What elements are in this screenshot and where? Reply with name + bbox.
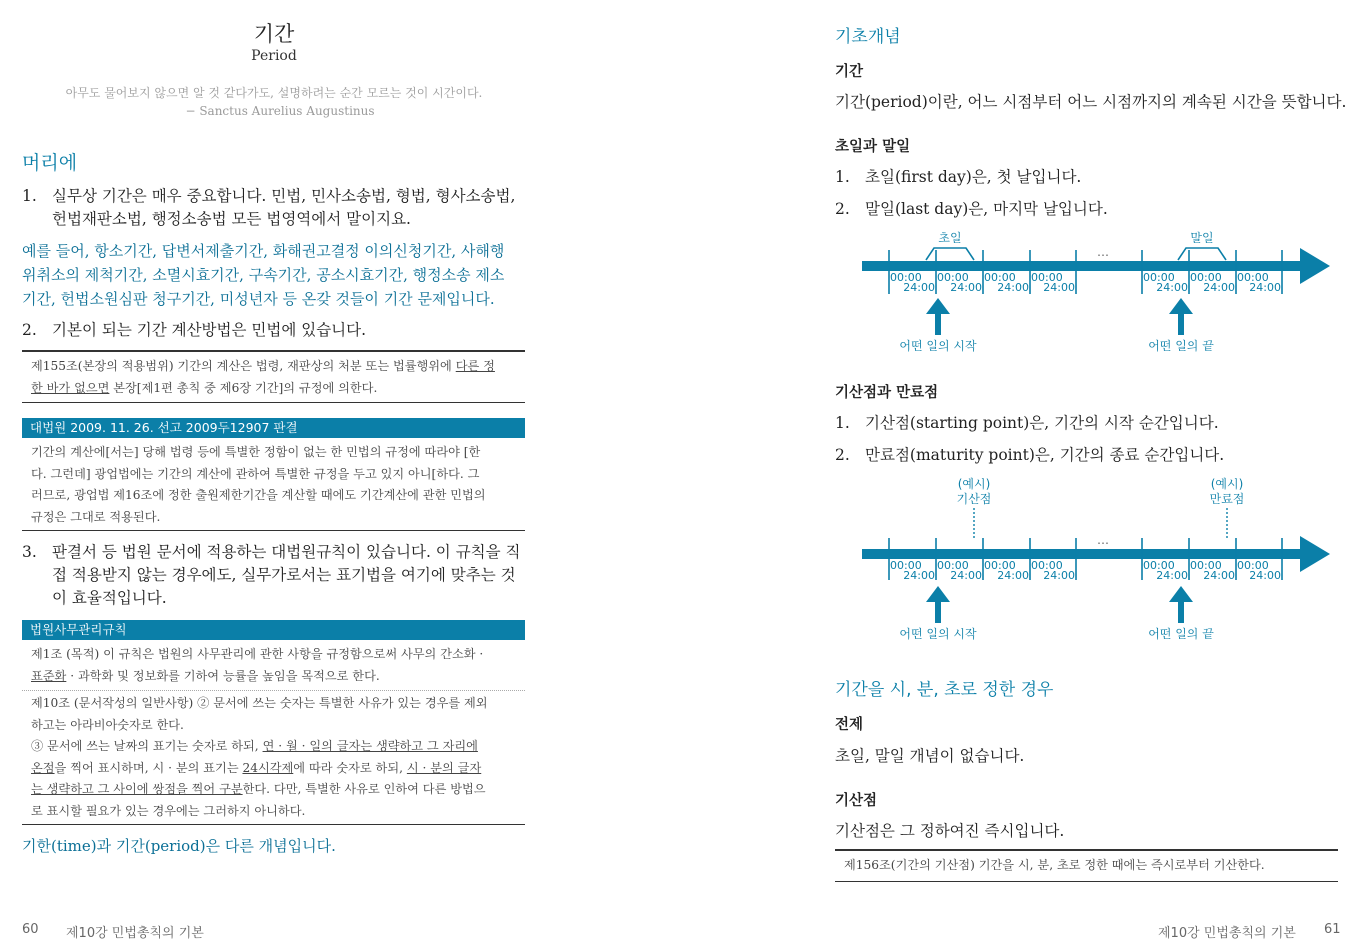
time-label: 24:00	[1156, 569, 1188, 582]
time-label: 00:00	[984, 559, 1016, 572]
list-item-starting-point	[835, 412, 1335, 436]
list-text-line: 기산점(starting point)은, 기간의 시작 순간입니다.	[865, 414, 1219, 432]
footer-page-number: 61	[1324, 922, 1341, 937]
rules-underline: 는 생략하고 그 사이에 쌍점을 찍어 구분	[31, 782, 243, 796]
time-label: 00:00	[1031, 271, 1063, 284]
highlight-text-line: 예를 들어, 항소기간, 답변서제출기간, 화해권고결정 이의신청기간, 사해행	[22, 242, 505, 260]
timeline-diagram-first-last	[850, 228, 1330, 358]
label-event-start: 어떤 일의 시작	[899, 339, 977, 353]
statute-text: 본장[제1편 총칙 중 제6장 기간]의 규정에 의한다.	[109, 380, 378, 395]
rules-underline: 온점	[31, 760, 55, 775]
time-label: 24:00	[997, 281, 1029, 294]
statute-box-155	[22, 350, 525, 403]
footer-chapter: 제10강 민법총칙의 기본	[66, 926, 204, 941]
time-label: 00:00	[984, 271, 1016, 284]
section-heading-intro: 머리에	[22, 152, 78, 174]
rules-line: 제1조 (목적) 이 규칙은 법원의 사무관리에 관한 사항을 규정함으로써 사무의 간소화 ·	[31, 647, 484, 661]
case-line: 기간의 계산에[서는] 당해 법령 등에 특별한 정함이 없는 한 민법의 규정에 따라야 [한	[31, 445, 481, 459]
section-heading-hours: 기간을 시, 분, 초로 정한 경우	[835, 680, 1054, 700]
rules-text: 한다. 다만, 특별한 사유로 인하여 다른 방법으	[242, 782, 486, 796]
rules-line: 로 표시할 필요가 있는 경우에는 그러하지 아니하다.	[31, 803, 306, 818]
section-heading-basics: 기초개념	[835, 27, 901, 47]
bracket-first-day	[926, 248, 974, 260]
right-page	[680, 0, 1360, 950]
rules-text: · 과학화 및 정보화를 기하여 능률을 높임을 목적으로 한다.	[66, 668, 380, 683]
up-arrow-start	[926, 298, 950, 335]
time-labels	[890, 271, 1281, 294]
list-number: 2.	[835, 200, 850, 218]
footer-page-number: 60	[22, 922, 39, 937]
time-label: 00:00	[1190, 559, 1222, 572]
rules-underline: 시 · 분의 글자	[406, 760, 482, 775]
page-title: 기간	[253, 22, 295, 46]
time-label: 00:00	[1143, 271, 1175, 284]
list-item-2	[22, 319, 532, 343]
label-event-start: 어떤 일의 시작	[899, 627, 977, 641]
up-arrow-end	[1169, 586, 1193, 623]
rules-line	[31, 758, 516, 780]
footer-chapter: 제10강 민법총칙의 기본	[1158, 926, 1296, 941]
label-last-day: 말일	[1190, 231, 1214, 245]
time-label: 24:00	[950, 569, 982, 582]
rules-underline: 연 · 월 · 일의 글자는 생략하고 그 자리에	[262, 739, 478, 753]
time-label: 24:00	[903, 569, 935, 582]
subheading-starting-point: 기산점	[835, 793, 878, 809]
list-item-1	[22, 185, 532, 235]
list-item-3	[22, 541, 532, 613]
list-number: 1.	[22, 187, 37, 205]
rules-header: 법원사무관리규칙	[22, 620, 525, 640]
timeline-arrowhead	[1300, 536, 1330, 572]
case-line: 규정은 그대로 적용된다.	[31, 509, 161, 524]
label-event-end: 어떤 일의 끝	[1148, 627, 1214, 641]
list-text-line: 실무상 기간은 매우 중요합니다. 민법, 민사소송법, 형법, 형사소송법,	[52, 187, 516, 205]
list-item-last-day	[835, 198, 1335, 222]
case-line: 러므로, 광업법 제16조에 정한 출원제한기간을 계산할 때에도 기간계산에 관한 민법의	[31, 488, 486, 502]
list-number: 1.	[835, 168, 850, 186]
label-example-end-2: 만료점	[1209, 492, 1245, 506]
rules-line: 제10조 (문서작성의 일반사항) ② 문서에 쓰는 숫자는 특별한 사유가 있는 경우를 제외	[31, 696, 488, 710]
time-label: 24:00	[1203, 569, 1235, 582]
label-first-day: 초일	[938, 231, 962, 245]
time-label: 00:00	[1031, 559, 1063, 572]
time-label: 00:00	[937, 271, 969, 284]
list-text-line: 접 적용받지 않는 경우에도, 실무가로서는 표기법을 여기에 맞추는 것	[52, 566, 516, 584]
statute-underline: 다른 정	[455, 359, 495, 373]
time-label: 24:00	[1043, 281, 1075, 294]
case-header: 대법원 2009. 11. 26. 선고 2009두12907 판결	[22, 418, 525, 438]
subheading-premise: 전제	[835, 717, 864, 733]
time-label: 00:00	[1237, 271, 1269, 284]
list-number: 3.	[22, 543, 37, 561]
up-arrow-start	[926, 586, 950, 623]
list-text-line: 초일(first day)은, 첫 날입니다.	[865, 168, 1082, 186]
highlight-text-line: 기한(time)과 기간(period)은 다른 개념입니다.	[22, 837, 336, 855]
subheading-start-maturity: 기산점과 만료점	[835, 385, 939, 401]
ellipsis: …	[1097, 245, 1109, 259]
time-label: 00:00	[1237, 559, 1269, 572]
time-label: 24:00	[903, 281, 935, 294]
bracket-last-day	[1178, 248, 1226, 260]
epigraph-author: − Sanctus Aurelius Augustinus	[185, 104, 375, 118]
list-text-line: 기본이 되는 기간 계산방법은 민법에 있습니다.	[52, 321, 367, 339]
rules-box	[22, 620, 525, 825]
rules-underline: 표준화	[31, 668, 67, 683]
ellipsis: …	[1097, 533, 1109, 547]
time-label: 00:00	[890, 271, 922, 284]
label-example-start-2: 기산점	[956, 492, 992, 506]
list-text-line: 만료점(maturity point)은, 기간의 종료 순간입니다.	[865, 446, 1225, 464]
time-label: 24:00	[997, 569, 1029, 582]
label-example-start-1: (예시)	[957, 477, 991, 491]
epigraph-quote: 아무도 물어보지 않으면 알 것 같다가도, 설명하려는 순간 모르는 것이 시간이다.	[65, 86, 483, 100]
case-line: 다. 그런데] 광업법에는 기간의 계산에 관하여 특별한 규정을 두고 있지 아니[하다. 그	[31, 466, 480, 481]
time-label: 00:00	[937, 559, 969, 572]
time-label: 24:00	[1203, 281, 1235, 294]
list-item-maturity-point	[835, 444, 1335, 468]
rules-text: ③ 문서에 쓰는 날짜의 표기는 숫자로 하되,	[31, 739, 263, 753]
timeline-arrowhead	[1300, 248, 1330, 284]
list-text-line: 판결서 등 법원 문서에 적용하는 대법원규칙이 있습니다. 이 규칙을 직	[52, 543, 521, 561]
highlight-text-line: 위취소의 제척기간, 소멸시효기간, 구속기간, 공소시효기간, 행정소송 제소	[22, 266, 505, 284]
statute-text: 제155조(본장의 적용범위) 기간의 계산은 법령, 재판상의 처분 또는 법률행위에	[31, 359, 456, 373]
time-label: 24:00	[1043, 569, 1075, 582]
statute-line	[31, 356, 516, 378]
timeline-diagram-start-maturity	[850, 474, 1330, 646]
statute-line	[31, 378, 516, 400]
time-label: 00:00	[1190, 271, 1222, 284]
time-label: 00:00	[890, 559, 922, 572]
rules-line	[31, 779, 516, 801]
subheading-first-last-day: 초일과 말일	[835, 139, 911, 155]
highlight-text-line: 기간, 헌법소원심판 청구기간, 미성년자 등 온갖 것들이 기간 문제입니다.	[22, 290, 495, 308]
rules-line	[31, 736, 516, 758]
time-label: 24:00	[1249, 569, 1281, 582]
time-labels	[890, 559, 1281, 582]
statute-box-156	[835, 849, 1338, 882]
up-arrow-end	[1169, 298, 1193, 335]
time-label: 24:00	[1156, 281, 1188, 294]
list-item-first-day	[835, 166, 1335, 190]
page-subtitle: Period	[251, 48, 297, 64]
time-label: 24:00	[1249, 281, 1281, 294]
list-number: 2.	[22, 321, 37, 339]
statute-line: 제156조(기간의 기산점) 기간을 시, 분, 초로 정한 때에는 즉시로부터 기산한다.	[844, 858, 1265, 872]
list-text-line: 말일(last day)은, 마지막 날입니다.	[865, 200, 1108, 218]
paragraph-premise: 초일, 말일 개념이 없습니다.	[835, 747, 1025, 765]
list-text-line: 헌법재판소법, 행정소송법 모든 법영역에서 말이지요.	[52, 210, 411, 228]
rules-line: 하고는 아라비아숫자로 한다.	[31, 717, 184, 732]
paragraph-period-definition: 기간(period)이란, 어느 시점부터 어느 시점까지의 계속된 시간을 뜻합니다.	[835, 93, 1347, 111]
list-text-line: 이 효율적입니다.	[52, 589, 167, 607]
paragraph-starting-point: 기산점은 그 정하여진 즉시입니다.	[835, 822, 1065, 840]
rules-text: 에 따라 숫자로 하되,	[293, 760, 407, 775]
statute-underline: 한 바가 없으면	[31, 380, 110, 395]
list-number: 2.	[835, 446, 850, 464]
case-box	[22, 418, 525, 531]
time-label: 00:00	[1143, 559, 1175, 572]
rules-text: 을 찍어 표시하며, 시 · 분의 표기는	[54, 760, 243, 775]
subheading-period: 기간	[835, 64, 864, 80]
label-event-end: 어떤 일의 끝	[1148, 339, 1214, 353]
time-label: 24:00	[950, 281, 982, 294]
rules-line	[31, 666, 516, 688]
list-number: 1.	[835, 414, 850, 432]
label-example-end-1: (예시)	[1210, 477, 1244, 491]
rules-underline: 24시각제	[242, 760, 294, 775]
